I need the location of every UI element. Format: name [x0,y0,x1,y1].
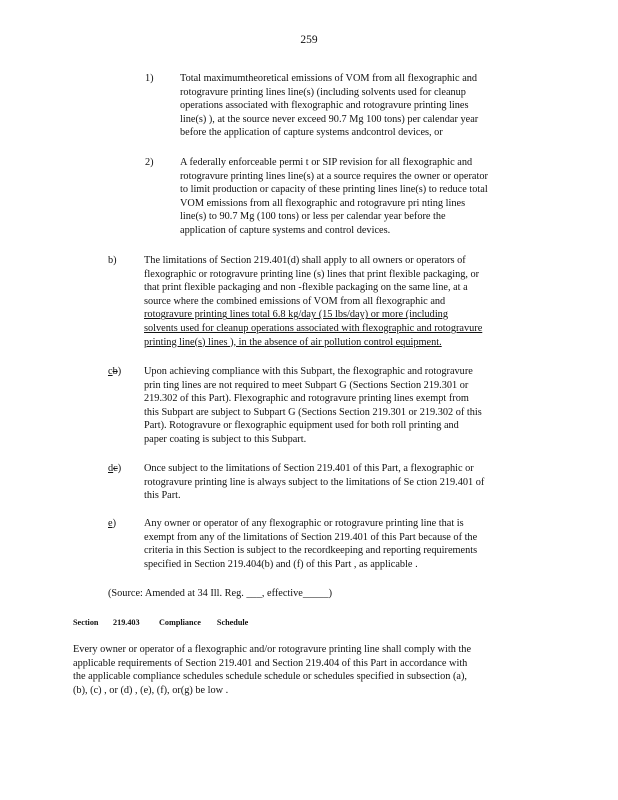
item-2-label: 2) [145,157,154,168]
item-dc-label-new: d [108,463,114,474]
item-e-line-3: criteria in this Section is subject to the recordkeeping and reporting requirements [144,545,478,557]
source-text-a: (Source: Amended at 34 Ill. Reg. [108,588,247,599]
item-2-line-3: to limit production or capacity of these printing lines line(s) to reduce total [180,184,488,196]
item-cb-line-6: paper coating is subject to this Subpart. [144,433,307,445]
item-b-line-4: source where the combined emissions of VOM from all flexographic and [144,295,446,307]
item-e-line-1: Any owner or operator of any flexographic or rotogravure printing line that is [144,518,464,529]
item-b-line-7: printing line(s) lines ), in the absence of air pollution control equipment. [144,336,442,348]
item-1-text [180,72,528,140]
final-line-3: the applicable compliance schedules schedule schedule or schedules specified in subsection (a), [73,671,467,683]
final-line-4: (b), (c) , or (d) , (e), (f), or(g) be low . [73,684,229,696]
final-line-1: Every owner or operator of a flexographic and/or rotogravure printing line shall comply with the [73,644,472,655]
item-cb-line-3: 219.302 of this Part). Flexographic and rotogravure printing lines exempt from [144,393,469,405]
item-b-line-5: rotogravure printing lines total 6.8 kg/day (15 lbs/day) or more (including [144,309,448,321]
item-2-line-4: VOM emissions from all flexographic and rotogravure pri nting lines [180,197,466,209]
item-e-text [144,517,529,571]
item-dc-line-2: rotogravure printing line is always subject to the limitations of Se ction 219.401 of [144,476,485,488]
item-e-label [108,518,116,529]
item-dc-text [144,462,529,503]
item-cb-line-2: prin ting lines are not required to meet Subpart G (Sections Section 219.301 or [144,379,469,391]
item-cb-label-old: b [112,366,118,377]
page-number: 259 [300,34,318,46]
item-1-line-2: rotogravure printing lines line(s) (including solvents used for cleanup [180,86,466,98]
compliance-schedule-text [73,643,535,697]
item-1-line-3: operations associated with flexographic and rotogravure printing lines [180,100,469,112]
item-2-line-5: line(s) to 90.7 Mg (100 tons) or less per calendar year before the [180,211,446,223]
item-1-label: 1) [145,73,154,84]
source-blank-2: _____ [302,588,329,599]
item-b-label: b) [108,255,117,266]
item-e-label-close: ) [112,518,117,529]
item-dc-line-3: this Part. [144,490,181,502]
item-e-line-2: exempt from any of the limitations of Section 219.401 of this Part because of the [144,531,478,543]
item-cb-line-1: Upon achieving compliance with this Subpart, the flexographic and rotogravure [144,366,473,377]
item-dc-label-close: ) [117,463,122,474]
item-b-line-3: that print flexible packaging and non -flexible packaging on the same line, at a [144,282,468,294]
item-cb-label-new: c [108,366,113,377]
item-b-line-1: The limitations of Section 219.401(d) shall apply to all owners or operators of [144,255,466,266]
source-blank-1: ___ [246,588,262,599]
item-b-text [144,254,529,349]
item-cb-label-close: ) [117,366,122,377]
section-heading-title: Compliance Schedule [159,618,249,627]
item-cb-line-5: Part). Rotogravure or flexographic equipment used for both roll printing and [144,420,459,432]
source-text-c: ) [328,588,333,599]
item-1-line-5: before the application of capture systems andcontrol devices, or [180,127,443,139]
item-2-text [180,156,528,238]
item-dc-label [108,463,121,474]
item-dc-label-old: c [113,463,118,474]
section-heading-word: Section [73,618,99,627]
item-e-line-4: specified in Section 219.404(b) and (f) of this Part , as applicable . [144,558,418,570]
item-2-line-2: rotogravure printing lines line(s) at a source requires the owner or operator [180,170,488,182]
item-b-line-6: solvents used for cleanup operations associated with flexographic and rotogravure [144,322,483,334]
item-e-label-new: e [108,518,113,529]
item-dc-line-1: Once subject to the limitations of Section 219.401 of this Part, a flexographic or [144,463,474,474]
item-b-line-2: flexographic or rotogravure printing line (s) lines that print flexible packaging, or [144,268,480,280]
source-text-b: , effective [261,588,303,599]
item-2-line-1: A federally enforceable permi t or SIP revision for all flexographic and [180,157,473,168]
source-note [108,587,332,601]
item-cb-text [144,365,529,447]
item-1-line-4: line(s) ), at the source never exceed 90.7 Mg 100 tons) per calendar year [180,113,479,125]
item-2-line-6: application of capture systems and control devices. [180,224,391,236]
item-cb-label [108,366,121,377]
item-cb-line-4: this Subpart are subject to Subpart G (Sections Section 219.301 or 219.302 of this [144,406,482,418]
item-1-line-1: Total maximumtheoretical emissions of VOM from all flexographic and [180,73,478,84]
final-line-2: applicable requirements of Section 219.401 and Section 219.404 of this Part in accordance with [73,657,468,669]
section-heading-number: 219.403 [113,618,140,627]
